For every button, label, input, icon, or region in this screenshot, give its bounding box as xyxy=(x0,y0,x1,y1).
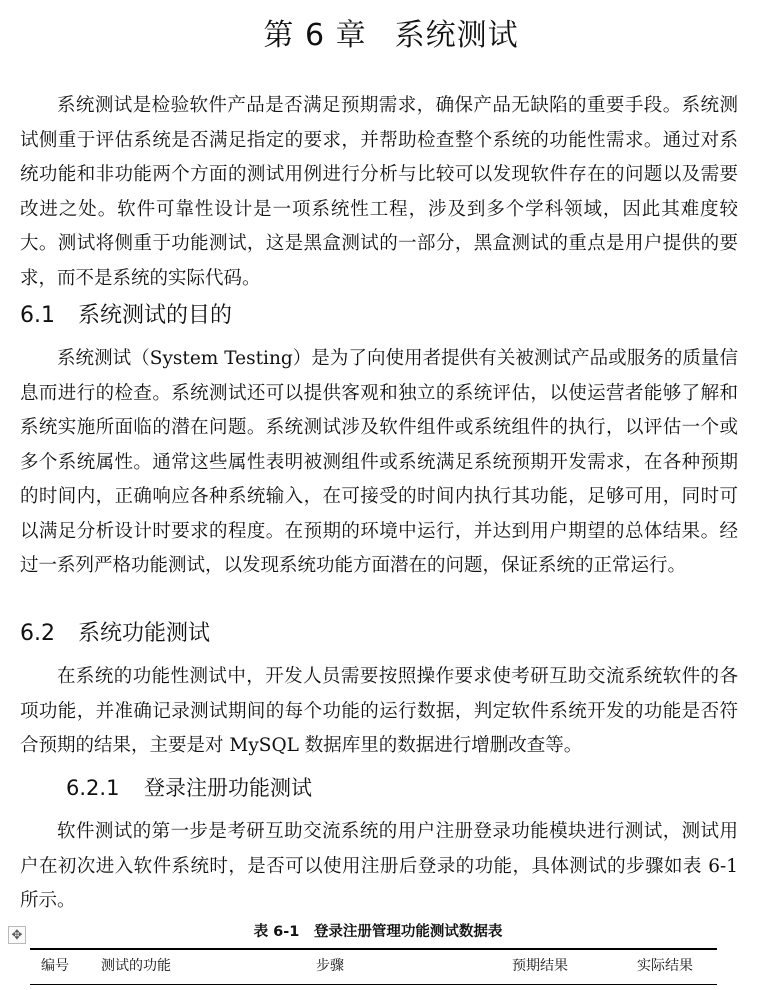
section-title: 系统测试的目的 xyxy=(78,303,233,328)
table-header-cell: 步骤 xyxy=(316,958,344,974)
section-number: 6.2 xyxy=(20,621,55,646)
subsection-heading-6-2-1 xyxy=(66,771,312,805)
table-header-cell: 测试的功能 xyxy=(101,958,171,974)
table-top-rule xyxy=(30,948,717,950)
section-6-2-paragraph: 在系统的功能性测试中，开发人员需要按照操作要求使考研互助交流系统软件的各项功能，并准确记录测试期间的每个功能的运行数据，判定软件系统开发的功能是否符合预期的结果，主要是对 MySQL 数据库里的数据进行增删改查等。 xyxy=(20,666,738,756)
table-header-cell: 预期结果 xyxy=(512,958,568,974)
section-heading-6-2 xyxy=(20,617,210,651)
chapter-title xyxy=(0,14,782,58)
section-6-2-1-paragraph: 软件测试的第一步是考研互助交流系统的用户注册登录功能模块进行测试，测试用户在初次进入软件系统时，是否可以使用注册后登录的功能，具体测试的步骤如表 6-1 所示。 xyxy=(20,821,738,911)
intro-paragraph: 系统测试是检验软件产品是否满足预期需求，确保产品无缺陷的重要手段。系统测试侧重于评估系统是否满足指定的要求，并帮助检查整个系统的功能性需求。通过对系统功能和非功能两个方面的测试用例进行分析与比较可以发现软件存在的问题以及需要改进之处。软件可靠性设计是一项系统性工程，涉及到多个学科领域，因此其难度较大。测试将侧重于功能测试，这是黑盒测试的一部分，黑盒测试的重点是用户提供的要求，而不是系统的实际代码。 xyxy=(20,95,738,289)
table-caption: 表 6-1 登录注册管理功能测试数据表 xyxy=(253,924,503,940)
section-6-1-paragraph: 系统测试（System Testing）是为了向使用者提供有关被测试产品或服务的质量信息而进行的检查。系统测试还可以提供客观和独立的系统评估，以使运营者能够了解和系统实施所面临的潜在问题。系统测试涉及软件组件或系统组件的执行，以评估一个或多个系统属性。通常这些属性表明被测组件或系统满足系统预期开发需求，在各种预期的时间内，正确响应各种系统输入，在可接受的时间内执行其功能，足够可用，同时可以满足分析设计时要求的程度。在预期的环境中运行，并达到用户期望的总体结果。经过一系列严格功能测试，以发现系统功能方面潜在的问题，保证系统的正常运行。 xyxy=(20,348,738,576)
table-header-rule xyxy=(30,984,717,985)
subsection-title: 登录注册功能测试 xyxy=(144,776,312,800)
section-title: 系统功能测试 xyxy=(78,621,211,646)
move-arrows-icon[interactable]: ✥ xyxy=(8,926,26,944)
chapter-name: 系统测试 xyxy=(394,18,519,53)
subsection-number: 6.2.1 xyxy=(66,776,120,800)
table-header-cell: 实际结果 xyxy=(637,958,693,974)
section-number: 6.1 xyxy=(20,303,55,328)
chapter-number: 第 6 章 xyxy=(263,18,367,53)
table-header-cell: 编号 xyxy=(41,958,69,974)
section-heading-6-1 xyxy=(20,299,232,333)
